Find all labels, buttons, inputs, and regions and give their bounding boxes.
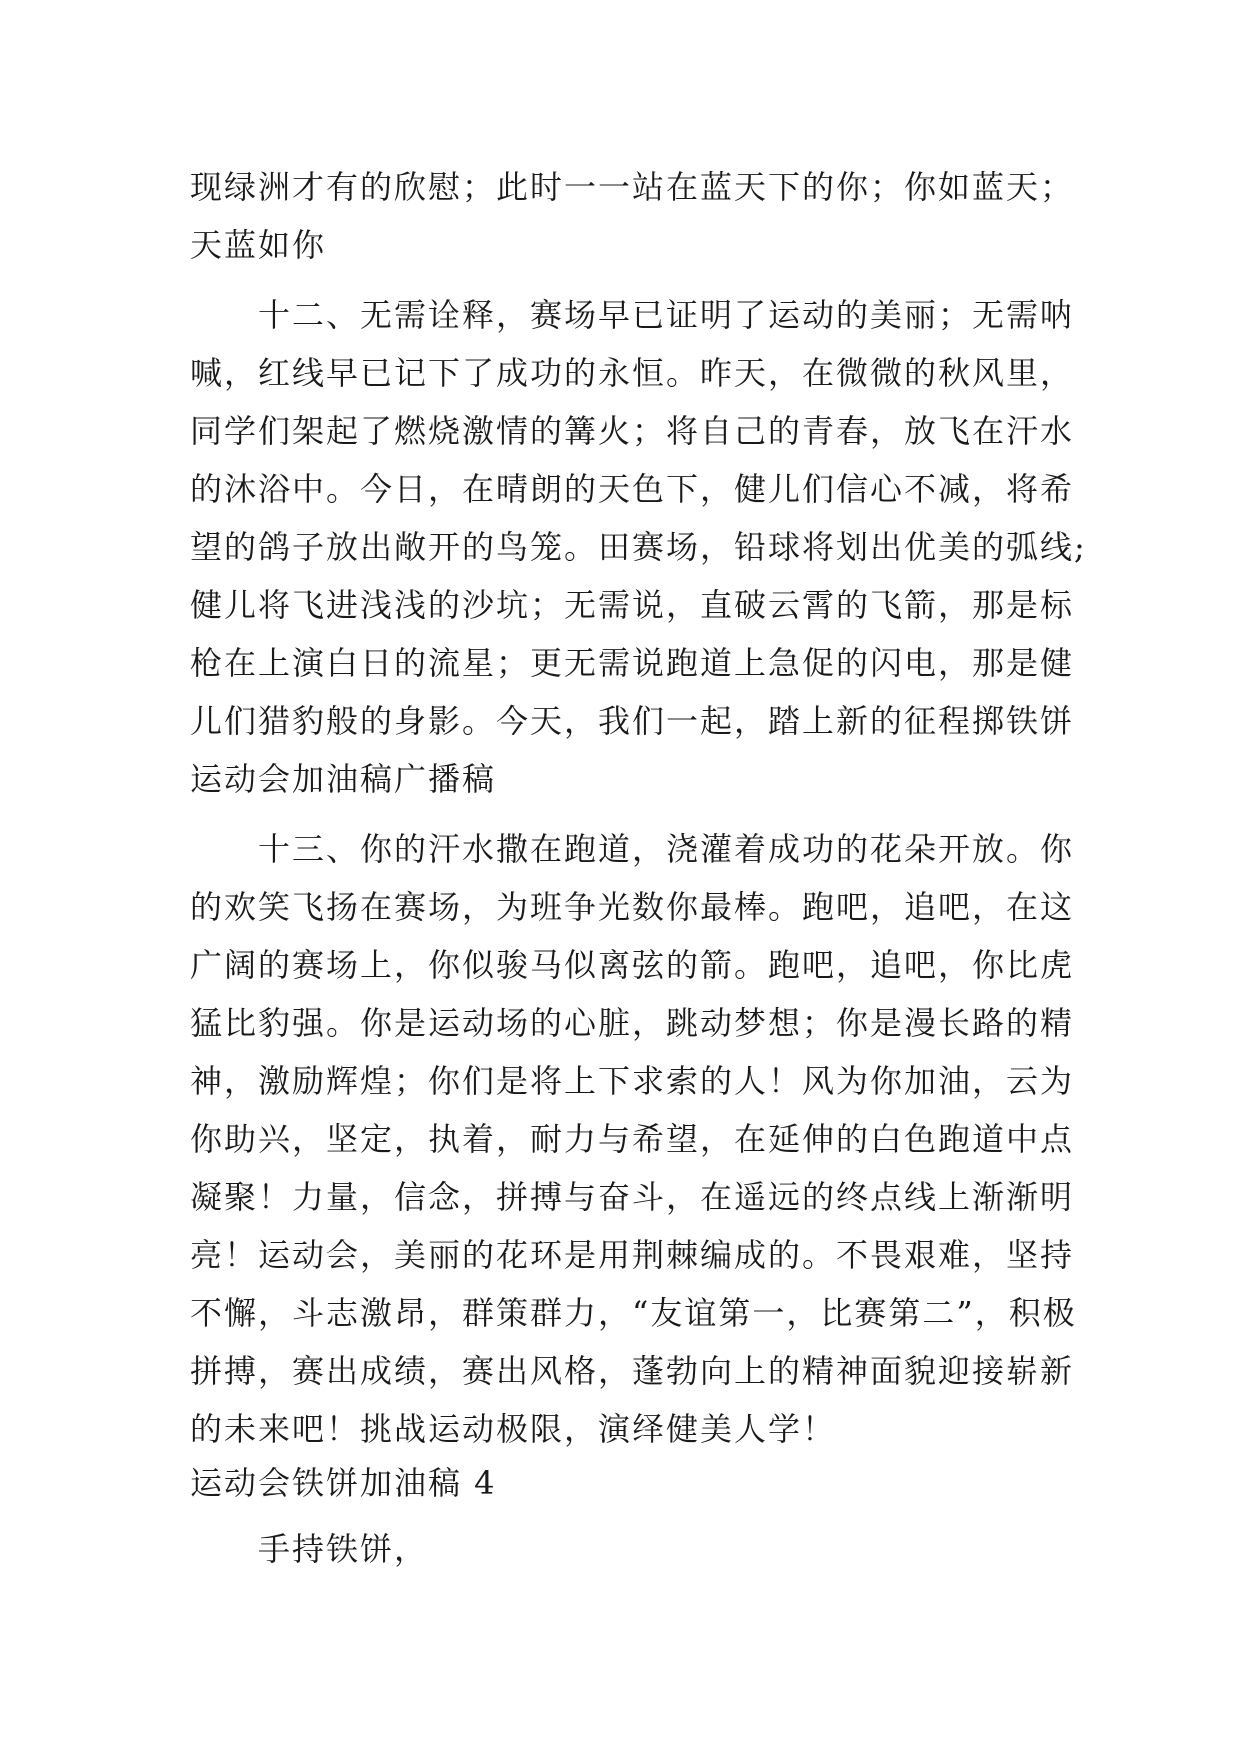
document-body bbox=[190, 158, 1087, 1578]
text-line: 你助兴，坚定，执着，耐力与希望，在延伸的白色跑道中点 bbox=[190, 1120, 1075, 1158]
text-line: 不懈，斗志激昂，群策群力，“友谊第一，比赛第二”，积极 bbox=[190, 1294, 1077, 1332]
text-line: 猛比豹强。你是运动场的心脏，跳动梦想；你是漫长路的精 bbox=[190, 1004, 1075, 1042]
paragraph-thirteen bbox=[190, 820, 1077, 1458]
paragraph-continuation bbox=[190, 158, 1075, 274]
text-line: 手持铁饼， bbox=[258, 1530, 429, 1568]
text-line: 天蓝如你 bbox=[190, 226, 327, 264]
text-line: 亮！运动会，美丽的花环是用荆棘编成的。不畏艰难，坚持 bbox=[190, 1236, 1075, 1274]
paragraph-twelve bbox=[190, 286, 1087, 808]
text-line: 神，激励辉煌；你们是将上下求索的人！风为你加油，云为 bbox=[190, 1062, 1075, 1100]
text-line: 的沐浴中。今日，在晴朗的天色下，健儿们信心不减，将希 bbox=[190, 470, 1075, 508]
paragraph-discus bbox=[190, 1520, 1052, 1578]
text-line: 拼搏，赛出成绩，赛出风格，蓬勃向上的精神面貌迎接崭新 bbox=[190, 1352, 1075, 1390]
text-line: 广阔的赛场上，你似骏马似离弦的箭。跑吧，追吧，你比虎 bbox=[190, 946, 1075, 984]
text-line: 枪在上演白日的流星；更无需说跑道上急促的闪电，那是健 bbox=[190, 644, 1075, 682]
text-line: 同学们架起了燃烧激情的篝火；将自己的青春，放飞在汗水 bbox=[190, 412, 1075, 450]
text-line: 喊，红线早已记下了成功的永恒。昨天，在微微的秋风里， bbox=[190, 354, 1075, 392]
text-line: 望的鸽子放出敞开的鸟笼。田赛场，铅球将划出优美的弧线; bbox=[190, 528, 1087, 566]
text-line: 的未来吧！挑战运动极限，演绎健美人学！ bbox=[190, 1410, 837, 1448]
text-line: 运动会加油稿广播稿 bbox=[190, 760, 497, 798]
text-line: 凝聚！力量，信念，拼搏与奋斗，在遥远的终点线上渐渐明 bbox=[190, 1178, 1075, 1216]
text-line: 十二、无需诠释，赛场早已证明了运动的美丽；无需呐 bbox=[258, 296, 1075, 334]
text-line: 的欢笑飞扬在赛场，为班争光数你最棒。跑吧，追吧，在这 bbox=[190, 888, 1075, 926]
text-line: 儿们猎豹般的身影。今天，我们一起，踏上新的征程掷铁饼 bbox=[190, 702, 1075, 740]
section-heading: 运动会铁饼加油稿 4 bbox=[190, 1464, 497, 1502]
text-line: 健儿将飞进浅浅的沙坑；无需说，直破云霄的飞箭，那是标 bbox=[190, 586, 1075, 624]
text-line: 十三、你的汗水撒在跑道，浇灌着成功的花朵开放。你 bbox=[258, 830, 1075, 868]
text-line: 现绿洲才有的欣慰；此时一一站在蓝天下的你；你如蓝天； bbox=[190, 168, 1075, 206]
